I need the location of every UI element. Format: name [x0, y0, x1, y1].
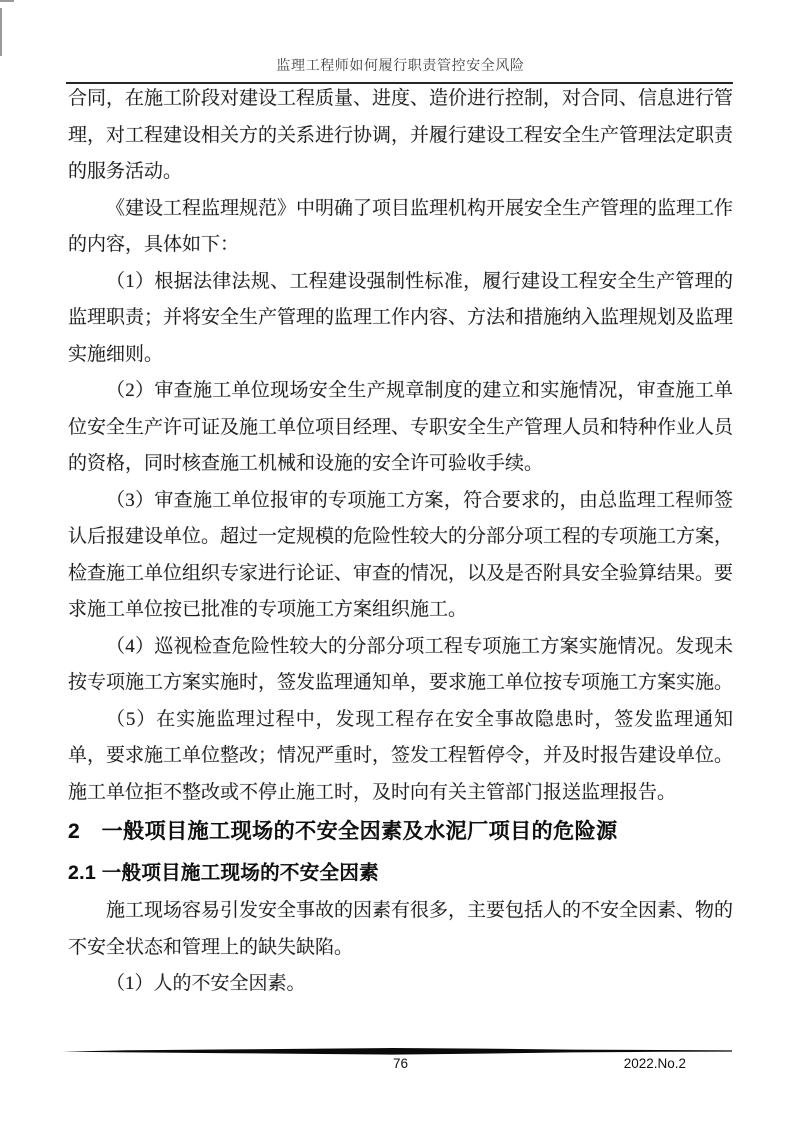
paragraph: 《建设工程监理规范》中明确了项目监理机构开展安全生产管理的监理工作的内容，具体如下：	[68, 197, 734, 255]
paragraph: （5）在实施监理过程中，发现工程存在安全事故隐患时，签发监理通知单，要求施工单位整改；情况严重时，签发工程暂停令，并及时报告建设单位。施工单位拒不整改或不停止施工时，及时向有关主管部门报送监理报告。	[68, 708, 734, 803]
paragraph: （2）审查施工单位现场安全生产规章制度的建立和实施情况，审查施工单位安全生产许可证及施工单位项目经理、专职安全生产管理人员和特种作业人员的资格，同时核查施工机械和设施的安全许可验收手续。	[68, 380, 734, 474]
page-number: 76	[392, 1056, 409, 1071]
running-header-title: 监理工程师如何履行职责管控安全风险	[276, 59, 525, 74]
paragraph: 合同，在施工阶段对建设工程质量、进度、造价进行控制，对合同、信息进行管理，对工程建设相关方的关系进行协调，并履行建设工程安全生产管理法定职责的服务活动。	[68, 88, 734, 182]
paragraph: 施工现场容易引发安全事故的因素有很多，主要包括人的不安全因素、物的不安全状态和管理上的缺失缺陷。	[68, 900, 734, 958]
scan-edge-artifact-vertical	[0, 8, 2, 56]
paragraph: （1）根据法律法规、工程建设强制性标准，履行建设工程安全生产管理的监理职责；并将安全生产管理的监理工作内容、方法和措施纳入监理规划及监理实施细则。	[68, 270, 734, 365]
subsection-heading: 2.1 一般项目施工现场的不安全因素	[68, 862, 379, 884]
scan-edge-artifact-horizontal	[0, 0, 14, 2]
body-text-column	[68, 81, 733, 1003]
paragraph: （3）审查施工单位报审的专项施工方案，符合要求的，由总监理工程师签认后报建设单位。超过一定规模的危险性较大的分部分项工程的专项施工方案，检查施工单位组织专家进行论证、审查的情况，以及是否附具安全验算结果。要求施工单位按已批准的专项施工方案组织施工。	[68, 489, 734, 620]
issue-label: 2022.No.2	[623, 1056, 686, 1071]
paragraph: （1）人的不安全因素。	[106, 973, 306, 994]
paragraph: （4）巡视检查危险性较大的分部分项工程专项施工方案实施情况。发现未按专项施工方案实施时，签发监理通知单，要求施工单位按专项施工方案实施。	[68, 635, 734, 693]
section-heading: 2 一般项目施工现场的不安全因素及水泥厂项目的危险源	[68, 820, 618, 843]
